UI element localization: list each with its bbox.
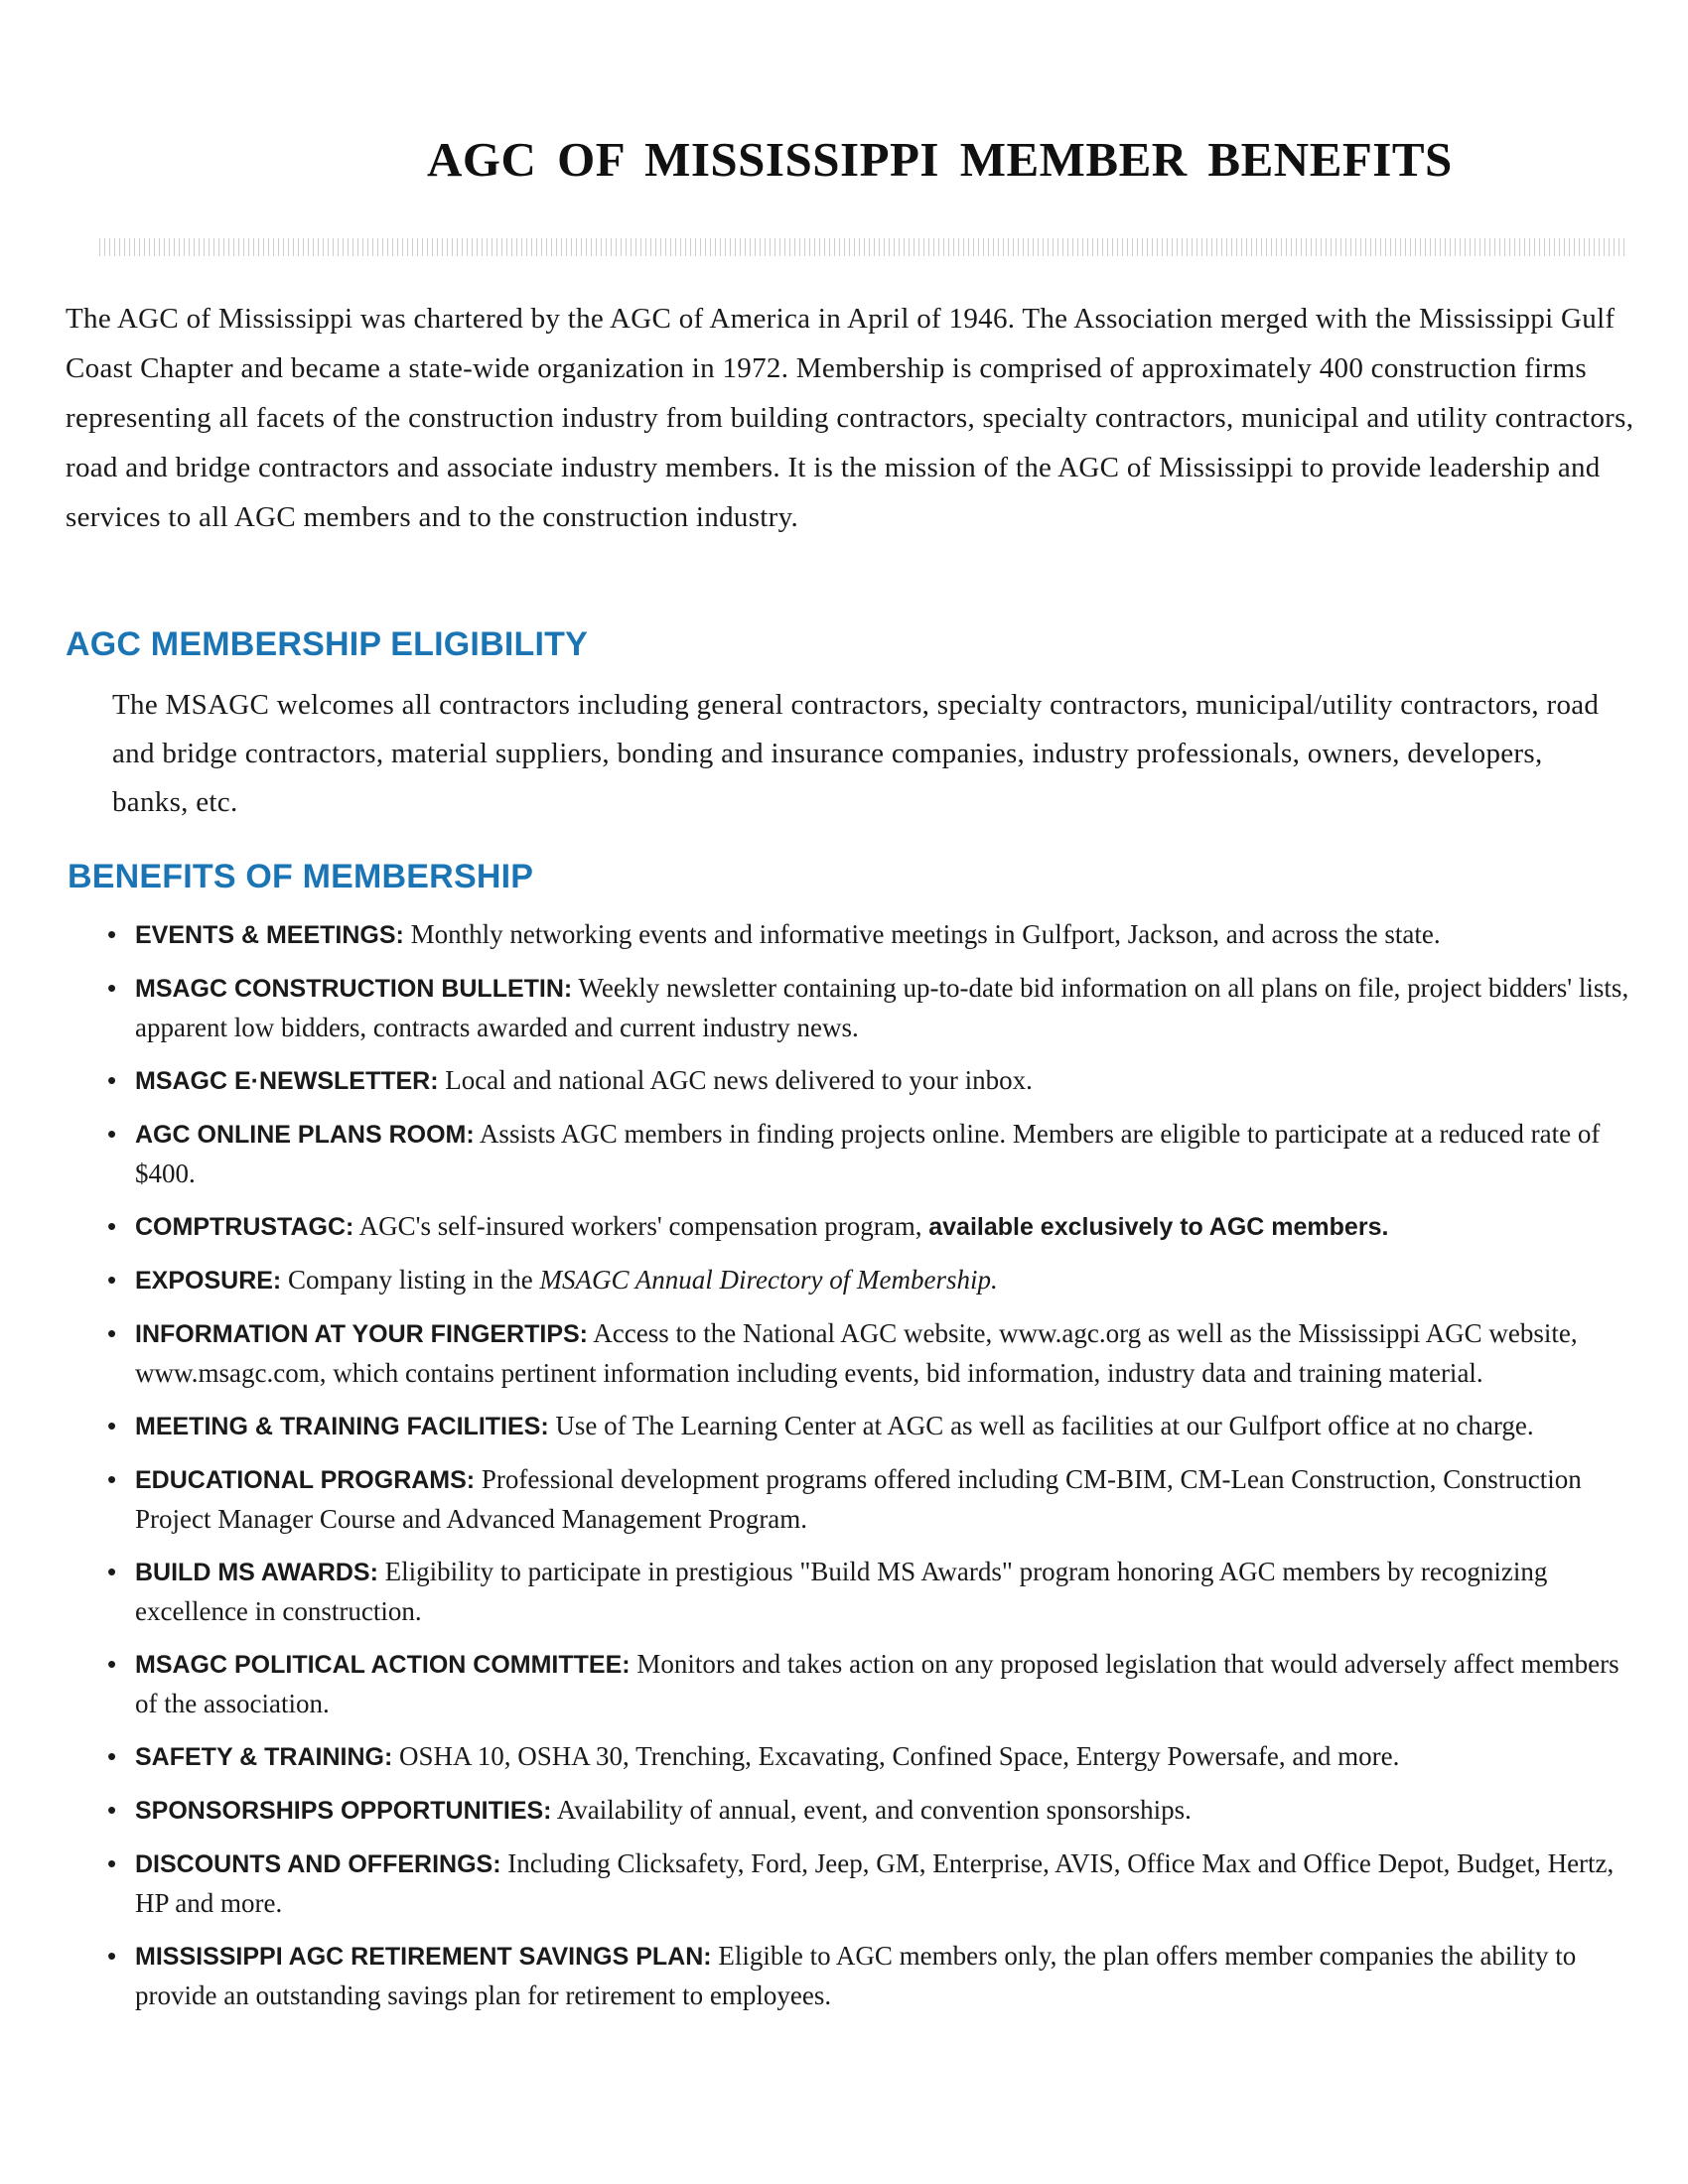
benefit-item — [107, 1115, 1636, 1193]
benefit-description: Availability of annual, event, and convention sponsorships. — [551, 1795, 1192, 1825]
decorative-divider — [99, 238, 1628, 256]
benefit-label: EDUCATIONAL PROGRAMS: — [135, 1466, 476, 1494]
benefit-description: Professional development programs offered including CM-BIM, CM-Lean Construction, Construction Project Manager Course and Advanced Management Program. — [135, 1464, 1582, 1534]
benefit-description: Monitors and takes action on any proposed legislation that would adversely affect members of the association. — [135, 1649, 1619, 1718]
eligibility-paragraph: The MSAGC welcomes all contractors including general contractors, specialty contractors, municipal/utility contractors, road and bridge contractors, material suppliers, bonding and insurance companies, industry professionals, owners, developers, banks, etc. — [112, 689, 1600, 818]
bullet-icon: • — [107, 1411, 117, 1440]
benefit-item — [107, 1791, 1636, 1831]
bullet-icon: • — [107, 1741, 117, 1771]
benefit-description: OSHA 10, OSHA 30, Trenching, Excavating, Confined Space, Entergy Powersafe, and more. — [392, 1741, 1400, 1771]
benefit-label: EXPOSURE: — [135, 1267, 282, 1295]
benefit-label: MSAGC POLITICAL ACTION COMMITTEE: — [135, 1651, 631, 1679]
benefits-list — [107, 915, 1636, 2029]
benefits-heading: BENEFITS OF MEMBERSHIP — [68, 858, 534, 895]
benefit-label: BUILD MS AWARDS: — [135, 1559, 378, 1586]
bullet-icon: • — [107, 1065, 117, 1095]
bullet-icon: • — [107, 1318, 117, 1348]
benefit-item — [107, 969, 1636, 1047]
bullet-icon: • — [107, 1119, 117, 1149]
bullet-icon: • — [107, 1557, 117, 1586]
benefit-label: EVENTS & MEETINGS: — [135, 921, 404, 949]
benefit-label: MISSISSIPPI AGC RETIREMENT SAVINGS PLAN: — [135, 1943, 712, 1971]
benefit-item — [107, 1937, 1636, 2015]
benefit-description: Monthly networking events and informative meetings in Gulfport, Jackson, and across the state. — [403, 919, 1441, 949]
bullet-icon: • — [107, 1649, 117, 1679]
benefit-label: MSAGC CONSTRUCTION BULLETIN: — [135, 975, 573, 1003]
benefit-label: SAFETY & TRAINING: — [135, 1743, 393, 1771]
benefit-description: Use of The Learning Center at AGC as well as facilities at our Gulfport office at no charge. — [548, 1411, 1534, 1440]
intro-paragraph: The AGC of Mississippi was chartered by the AGC of America in April of 1946. The Association merged with the Mississippi Gulf Coast Chapter and became a state-wide organization in 1972. Membership is comprised of approximately 400 construction firms representing all facets of the construction industry from building contractors, specialty contractors, municipal and utility contractors, road and bridge contractors and associate industry members. It is the mission of the AGC of Mississippi to provide leadership and services to all AGC members and to the construction industry. — [66, 303, 1634, 533]
benefit-emphasis: available exclusively to AGC members. — [928, 1213, 1389, 1241]
benefit-item — [107, 1844, 1636, 1923]
benefit-description: Eligible to AGC members only, the plan offers member companies the ability to provide an outstanding savings plan for retirement to employees. — [135, 1941, 1577, 2010]
benefit-description: Including Clicksafety, Ford, Jeep, GM, Enterprise, AVIS, Office Max and Office Depot, Budget, Hertz, HP and more. — [135, 1848, 1615, 1918]
benefit-description: Access to the National AGC website, www.agc.org as well as the Mississippi AGC website, www.msagc.com, which contains pertinent information including events, bid information, industry data and training material. — [135, 1318, 1578, 1388]
benefit-italic-title: MSAGC Annual Directory of Membership. — [539, 1265, 998, 1295]
benefit-item — [107, 1645, 1636, 1723]
benefit-item — [107, 1407, 1636, 1446]
bullet-icon: • — [107, 1941, 117, 1971]
benefit-label: AGC ONLINE PLANS ROOM: — [135, 1121, 475, 1149]
benefit-label: INFORMATION AT YOUR FINGERTIPS: — [135, 1320, 589, 1348]
bullet-icon: • — [107, 1265, 117, 1295]
bullet-icon: • — [107, 973, 117, 1003]
benefit-item — [107, 1314, 1636, 1393]
benefit-item — [107, 1061, 1636, 1101]
bullet-icon: • — [107, 919, 117, 949]
benefit-description: Company listing in the — [281, 1265, 540, 1295]
page-title: AGC OF MISSISSIPPI MEMBER BENEFITS — [427, 132, 1453, 187]
bullet-icon: • — [107, 1211, 117, 1241]
benefit-description: Weekly newsletter containing up-to-date bid information on all plans on file, project bidders' lists, apparent low bidders, contracts awarded and current industry news. — [135, 973, 1629, 1042]
benefit-item — [107, 1737, 1636, 1777]
benefit-description: Local and national AGC news delivered to your inbox. — [438, 1065, 1033, 1095]
benefit-description: Assists AGC members in finding projects online. Members are eligible to participate at a reduced rate of $400. — [135, 1119, 1601, 1188]
bullet-icon: • — [107, 1848, 117, 1878]
benefit-label: MEETING & TRAINING FACILITIES: — [135, 1413, 549, 1440]
bullet-icon: • — [107, 1464, 117, 1494]
benefit-description: AGC's self-insured workers' compensation program, — [353, 1211, 929, 1241]
benefit-label: DISCOUNTS AND OFFERINGS: — [135, 1850, 501, 1878]
benefit-item — [107, 1553, 1636, 1631]
benefit-description: Eligibility to participate in prestigious "Build MS Awards" program honoring AGC members by recognizing excellence in construction. — [135, 1557, 1548, 1626]
benefit-label: MSAGC E·NEWSLETTER: — [135, 1067, 439, 1095]
benefit-item — [107, 1261, 1636, 1300]
benefit-label: SPONSORSHIPS OPPORTUNITIES: — [135, 1797, 552, 1825]
bullet-icon: • — [107, 1795, 117, 1825]
benefit-label: COMPTRUSTAGC: — [135, 1213, 354, 1241]
eligibility-heading: AGC MEMBERSHIP ELIGIBILITY — [66, 625, 588, 663]
benefit-item — [107, 915, 1636, 955]
benefit-item — [107, 1460, 1636, 1539]
benefit-item — [107, 1207, 1636, 1247]
